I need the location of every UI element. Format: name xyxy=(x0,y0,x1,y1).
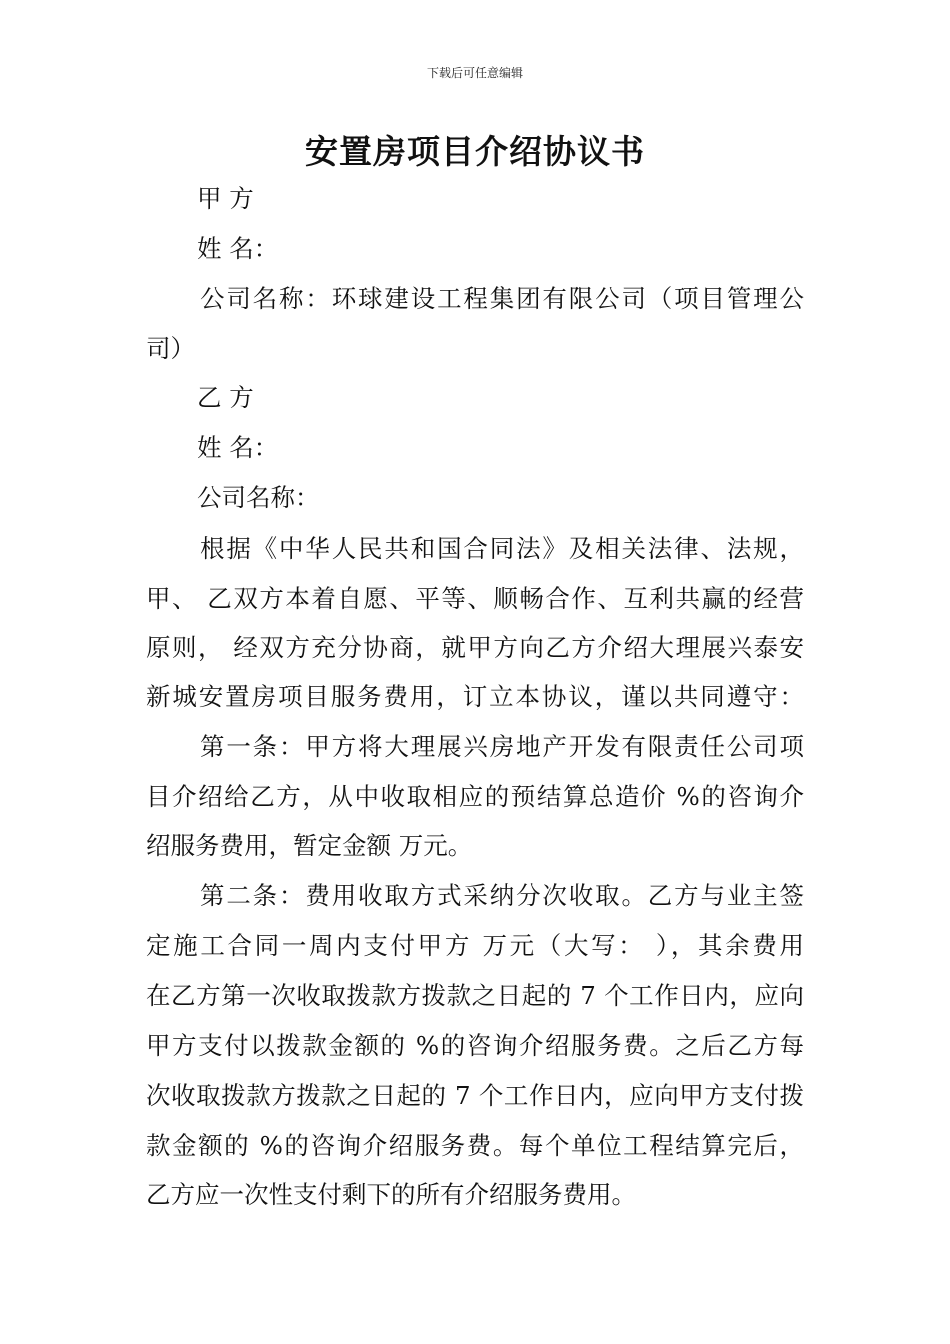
party-a-name-label: 姓 名： xyxy=(197,234,279,263)
article-2-line: 款金额的 %的咨询介绍服务费。每个单位工程结算完后， xyxy=(146,1131,804,1160)
party-b-company-label: 公司名称： xyxy=(197,483,320,512)
party-b-name-label: 姓 名： xyxy=(197,433,279,462)
article-2-line: 在乙方第一次收取拨款方拨款之日起的 7 个工作日内，应向 xyxy=(146,981,804,1010)
document-title: 安置房项目介绍协议书 xyxy=(305,132,645,171)
party-a-label: 甲 方 xyxy=(197,184,254,213)
preamble-line: 新城安置房项目服务费用，订立本协议，谨以共同遵守： xyxy=(146,682,804,711)
article-2-line: 第二条：费用收取方式采纳分次收取。乙方与业主签 xyxy=(200,881,804,910)
preamble-line: 原则， 经双方充分协商，就甲方向乙方介绍大理展兴泰安 xyxy=(146,633,804,662)
party-a-company-line-1: 公司名称：环球建设工程集团有限公司（项目管理公 xyxy=(200,284,804,313)
article-1-line: 目介绍给乙方，从中收取相应的预结算总造价 %的咨询介 xyxy=(146,782,804,811)
article-2-line: 次收取拨款方拨款之日起的 7 个工作日内，应向甲方支付拨 xyxy=(146,1081,804,1110)
party-b-label: 乙 方 xyxy=(197,383,254,412)
preamble-line: 甲、 乙双方本着自愿、平等、顺畅合作、互利共赢的经营 xyxy=(146,584,804,613)
party-a-company-line-2: 司） xyxy=(146,334,195,363)
preamble-line: 根据《中华人民共和国合同法》及相关法律、法规， xyxy=(200,534,804,563)
article-2-line: 定施工合同一周内支付甲方 万元（大写： ），其余费用 xyxy=(146,931,804,960)
article-1-line: 第一条：甲方将大理展兴房地产开发有限责任公司项 xyxy=(200,732,804,761)
article-2-line: 乙方应一次性支付剩下的所有介绍服务费用。 xyxy=(146,1180,636,1209)
article-2-line: 甲方支付以拨款金额的 %的咨询介绍服务费。之后乙方每 xyxy=(146,1031,804,1060)
header-note: 下载后可任意编辑 xyxy=(426,66,523,80)
article-1-line: 绍服务费用，暂定金额 万元。 xyxy=(146,831,473,860)
